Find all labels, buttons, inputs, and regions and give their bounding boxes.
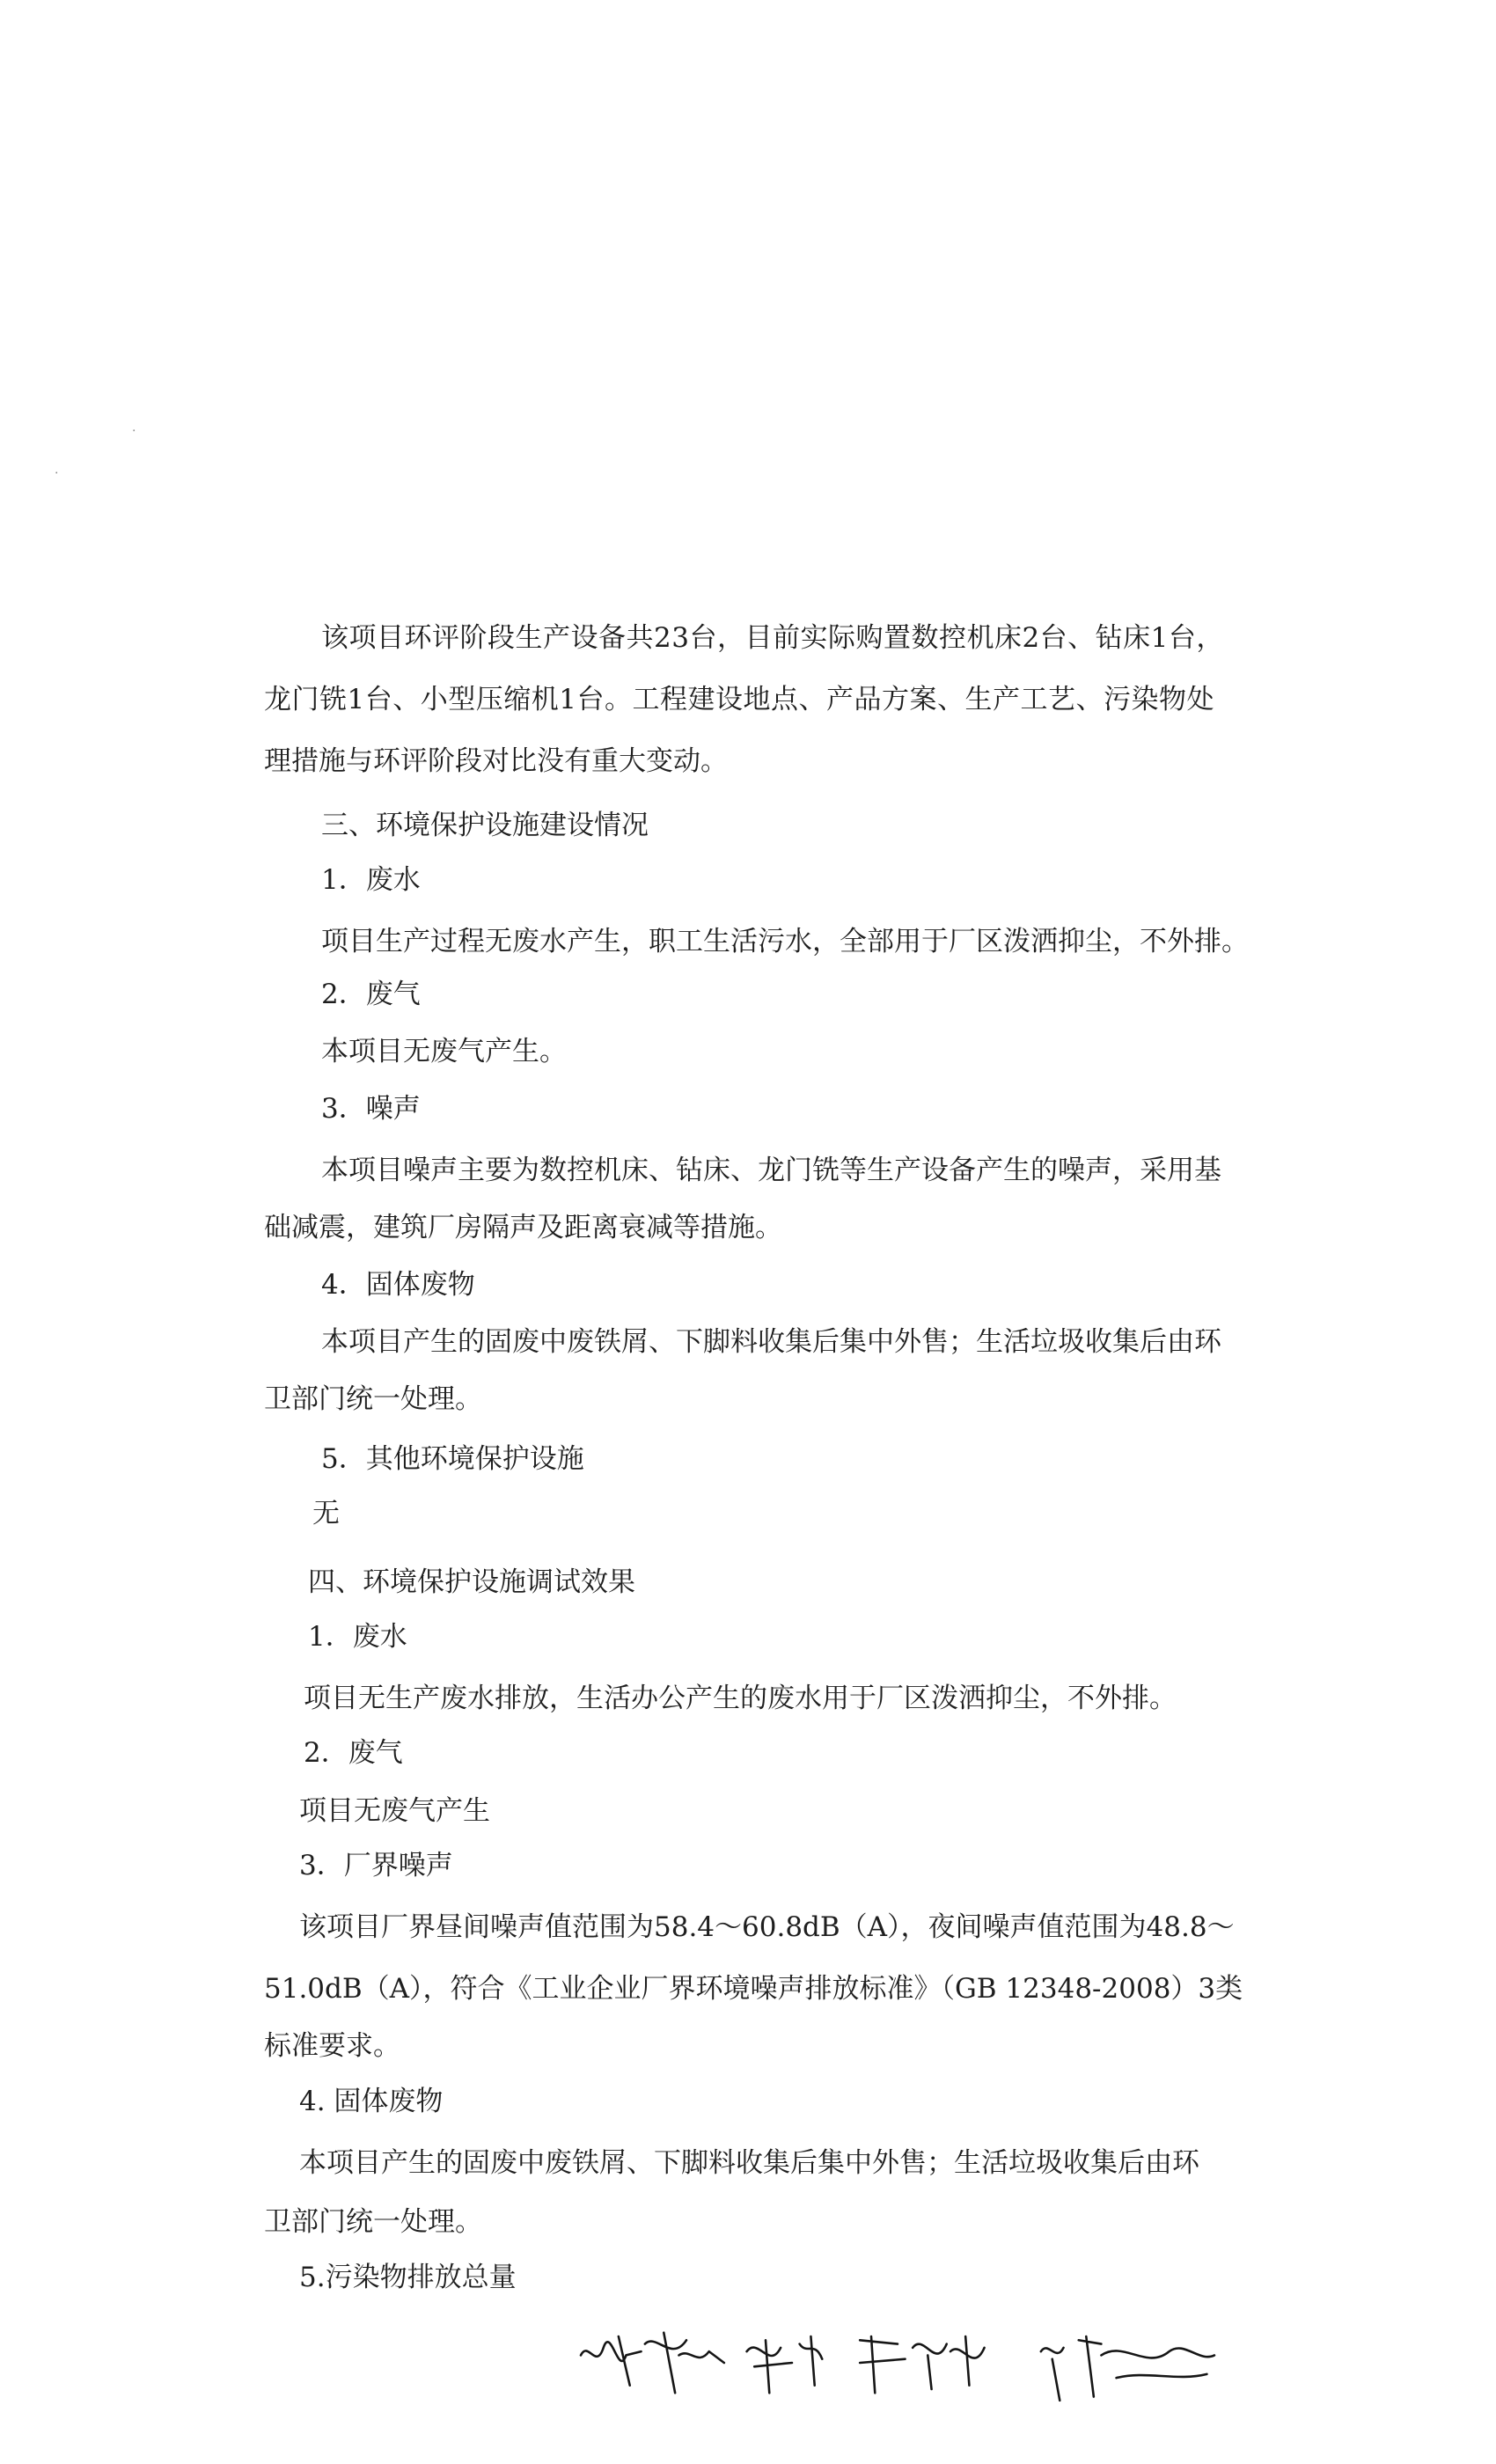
paragraph-line: 无 [312, 1498, 340, 1529]
subsection-heading: 1．废水 [308, 1621, 407, 1653]
paragraph-line: 该项目环评阶段生产设备共23台，目前实际购置数控机床2台、钻床1台， [321, 622, 1224, 654]
paragraph-line: 本项目产生的固废中废铁屑、下脚料收集后集中外售；生活垃圾收集后由环 [321, 1326, 1221, 1358]
paragraph-line: 标准要求。 [264, 2030, 400, 2062]
signature-block [519, 2310, 1276, 2416]
subsection-heading: 5．其他环境保护设施 [321, 1443, 584, 1475]
subsection-heading: 4．固体废物 [321, 1269, 475, 1301]
scan-mark: · [55, 466, 59, 480]
signature-stroke [747, 2336, 823, 2393]
signatures-drawing [519, 2310, 1276, 2416]
section-heading: 四、环境保护设施调试效果 [308, 1566, 635, 1598]
paragraph-line: 卫部门统一处理。 [264, 1383, 482, 1415]
paragraph-line: 理措施与环评阶段对比没有重大变动。 [264, 745, 728, 777]
section-heading: 三、环境保护设施建设情况 [321, 810, 649, 841]
paragraph-line: 本项目噪声主要为数控机床、钻床、龙门铣等生产设备产生的噪声，采用基 [321, 1155, 1221, 1186]
scan-mark: · [132, 424, 136, 438]
subsection-heading: 3．噪声 [321, 1093, 421, 1125]
signature-stroke [860, 2336, 984, 2393]
paragraph-line: 项目无生产废水排放，生活办公产生的废水用于厂区泼洒抑尘，不外排。 [304, 1683, 1177, 1714]
subsection-heading: 2．废气 [321, 979, 421, 1010]
paragraph-line: 项目生产过程无废水产生，职工生活污水，全部用于厂区泼洒抑尘，不外排。 [321, 926, 1249, 957]
paragraph-line: 51.0dB（A），符合《工业企业厂界环境噪声排放标准》（GB 12348-2008）3类 [264, 1973, 1243, 2005]
subsection-heading: 5.污染物排放总量 [299, 2262, 517, 2293]
signature-stroke [1041, 2336, 1214, 2401]
subsection-heading: 4. 固体废物 [299, 2086, 444, 2117]
paragraph-line: 本项目产生的固废中废铁屑、下脚料收集后集中外售；生活垃圾收集后由环 [299, 2147, 1199, 2179]
paragraph-line: 该项目厂界昼间噪声值范围为58.4～60.8dB（A），夜间噪声值范围为48.8～ [299, 1911, 1235, 1943]
paragraph-line: 卫部门统一处理。 [264, 2206, 482, 2238]
subsection-heading: 1．废水 [321, 864, 421, 896]
paragraph-line: 项目无废气产生 [299, 1795, 490, 1827]
subsection-heading: 3．厂界噪声 [299, 1850, 453, 1881]
paragraph-line: 本项目无废气产生。 [321, 1036, 567, 1067]
paragraph-line: 础减震，建筑厂房隔声及距离衰减等措施。 [264, 1212, 782, 1243]
signature-stroke [581, 2333, 724, 2394]
subsection-heading: 2．废气 [304, 1737, 403, 1769]
paragraph-line: 龙门铣1台、小型压缩机1台。工程建设地点、产品方案、生产工艺、污染物处 [264, 684, 1214, 715]
